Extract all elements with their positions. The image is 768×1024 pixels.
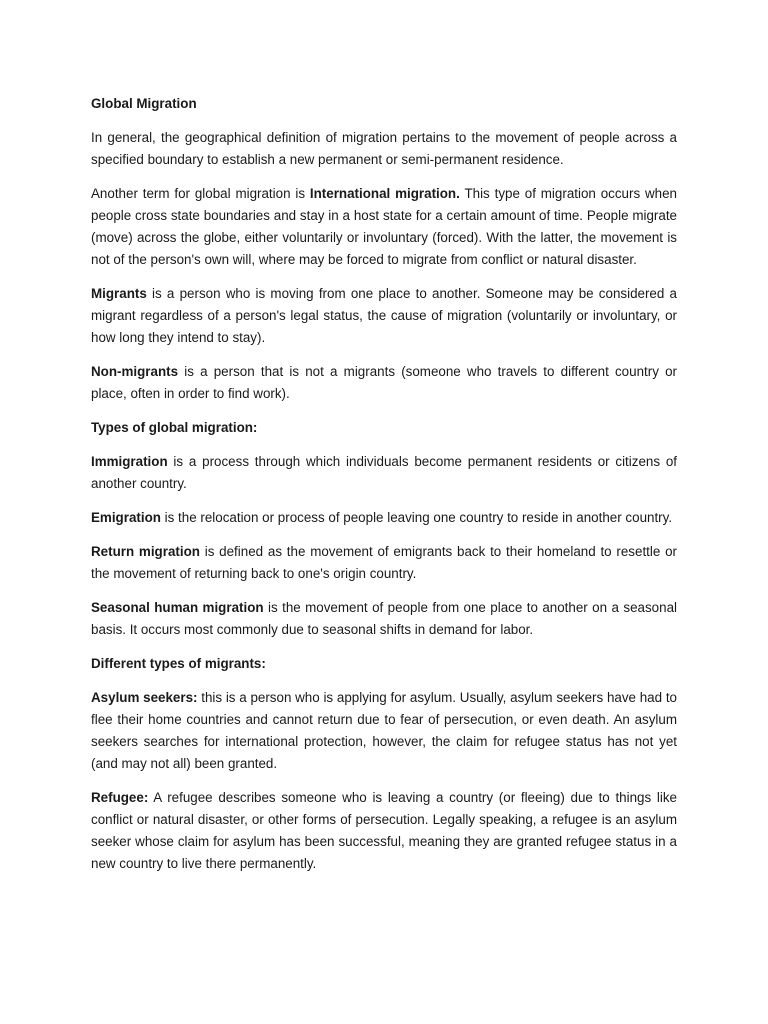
migrants-paragraph (91, 283, 677, 349)
non-migrants-paragraph (91, 361, 677, 405)
seasonal-migration-paragraph (91, 597, 677, 641)
intro-paragraph: In general, the geographical definition of migration pertains to the movement of people across a specified boundary to establish a new permanent or semi-permanent residence. (91, 130, 677, 167)
document-title (91, 93, 677, 115)
immigration-body: is a process through which individuals become permanent residents or citizens of another country. (91, 454, 677, 491)
non-migrants-term: Non-migrants (91, 364, 179, 379)
international-lead: Another term for global migration is (91, 186, 310, 201)
refugee-body: A refugee describes someone who is leaving a country (or fleeing) due to things like conflict or natural disaster, or other forms of persecution. Legally speaking, a refugee is an asylum seeker whose claim for asylum has been successful, meaning they are granted refugee status in a new country to live there permanently. (91, 790, 677, 871)
types-heading (91, 417, 677, 439)
refugee-paragraph (91, 787, 677, 875)
types-heading-text: Types of global migration: (91, 420, 258, 435)
seasonal-term: Seasonal human migration (91, 600, 264, 615)
title-text: Global Migration (91, 96, 197, 111)
asylum-term: Asylum seekers: (91, 690, 198, 705)
asylum-seekers-paragraph (91, 687, 677, 775)
seasonal-body: is the movement of people from one place to another on a seasonal basis. It occurs most commonly due to seasonal shifts in demand for labor. (91, 600, 677, 637)
return-migration-paragraph (91, 541, 677, 585)
emigration-body: is the relocation or process of people leaving one country to reside in another country. (160, 510, 673, 525)
migrant-types-heading (91, 653, 677, 675)
migrant-types-heading-text: Different types of migrants: (91, 656, 266, 671)
return-migration-body: is defined as the movement of emigrants back to their homeland to resettle or the movement of returning back to one's origin country. (91, 544, 677, 581)
international-body: This type of migration occurs when people cross state boundaries and stay in a host state for a certain amount of time. People migrate (move) across the globe, either voluntarily or involuntary (forced). With the latter, the movement is not of the person's own will, where may be forced to migrate from conflict or natural disaster. (91, 186, 678, 267)
refugee-term: Refugee: (91, 790, 149, 805)
migrants-body: is a person who is moving from one place to another. Someone may be considered a migrant regardless of a person's legal status, the cause of migration (voluntarily or involuntary, or how long they intend to stay). (91, 286, 677, 345)
international-term: International migration. (309, 186, 460, 201)
migrants-term: Migrants (91, 286, 147, 301)
immigration-term: Immigration (91, 454, 168, 469)
emigration-term: Emigration (91, 510, 161, 525)
asylum-body: this is a person who is applying for asylum. Usually, asylum seekers have had to flee their home countries and cannot return due to fear of persecution, or even death. An asylum seekers searches for international protection, however, the claim for refugee status has not yet (and may not all) been granted. (91, 690, 677, 771)
non-migrants-body: is a person that is not a migrants (someone who travels to different country or place, often in order to find work). (91, 364, 677, 401)
document-body (91, 93, 677, 887)
emigration-paragraph (91, 507, 677, 529)
immigration-paragraph (91, 451, 677, 495)
return-migration-term: Return migration (91, 544, 200, 559)
international-migration-paragraph (91, 183, 677, 271)
